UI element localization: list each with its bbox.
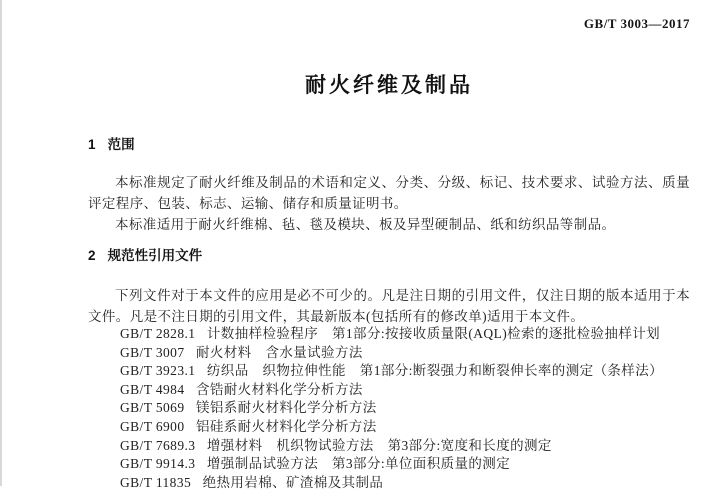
- reference-item: [120, 455, 690, 474]
- references-intro-paragraph: 下列文件对于本文件的应用是必不可少的。凡是注日期的引用文件，仅注日期的版本适用于本文件。凡是不注日期的引用文件，其最新版本(包括所有的修改单)适用于本文件。: [88, 288, 690, 324]
- reference-item: [120, 362, 690, 381]
- reference-title: 镁铝系耐火材料化学分析方法: [195, 400, 377, 416]
- document-title: 耐火纤维及制品: [305, 74, 473, 97]
- reference-code: GB/T 3007: [120, 344, 185, 360]
- section-1-heading: [88, 136, 690, 154]
- reference-code: GB/T 3923.1: [120, 363, 196, 379]
- standard-number: GB/T 3003—2017: [583, 16, 690, 31]
- reference-code: GB/T 11835: [120, 474, 192, 490]
- reference-item: [120, 399, 690, 418]
- reference-code: GB/T 6900: [120, 418, 185, 434]
- reference-code: GB/T 7689.3: [120, 437, 196, 453]
- reference-item: [120, 381, 690, 400]
- reference-list: [88, 325, 690, 492]
- section-2-number: 2: [88, 248, 96, 263]
- reference-code: GB/T 5069: [120, 400, 185, 416]
- reference-item: [120, 344, 690, 363]
- reference-code: GB/T 4984: [120, 381, 185, 397]
- reference-title: 增强材料 机织物试验方法 第3部分:宽度和长度的测定: [206, 437, 552, 453]
- reference-title: 铝硅系耐火材料化学分析方法: [195, 418, 377, 434]
- scope-paragraph-1: 本标准规定了耐火纤维及制品的术语和定义、分类、分级、标记、技术要求、试验方法、质量评定程序、包装、标志、运输、储存和质量证明书。: [88, 175, 690, 211]
- scope-paragraph-2: 本标准适用于耐火纤维棉、毡、毯及模块、板及异型硬制品、纸和纺织品等制品。: [115, 217, 616, 232]
- reference-code: GB/T 9914.3: [120, 456, 196, 472]
- section-2-heading: [88, 247, 690, 265]
- section-2-title: 规范性引用文件: [107, 248, 203, 263]
- reference-title: 绝热用岩棉、矿渣棉及其制品: [202, 474, 384, 490]
- reference-title: 增强制品试验方法 第3部分:单位面积质量的测定: [206, 456, 511, 472]
- reference-title: 耐火材料 含水量试验方法: [195, 344, 363, 360]
- section-scope: [88, 136, 690, 235]
- reference-item: [120, 418, 690, 437]
- section-normative-references: [88, 247, 690, 492]
- reference-item: [120, 325, 690, 344]
- section-1-title: 范围: [107, 137, 135, 152]
- reference-title: 纺织品 织物拉伸性能 第1部分:断裂强力和断裂伸长率的测定（条样法）: [206, 363, 663, 379]
- reference-code: GB/T 2828.1: [120, 326, 196, 341]
- reference-item: [120, 474, 690, 492]
- reference-item: [120, 437, 690, 456]
- reference-title: 含锆耐火材料化学分析方法: [195, 381, 363, 397]
- reference-title: 计数抽样检验程序 第1部分:按接收质量限(AQL)检索的逐批检验抽样计划: [206, 326, 661, 341]
- section-1-number: 1: [88, 137, 96, 152]
